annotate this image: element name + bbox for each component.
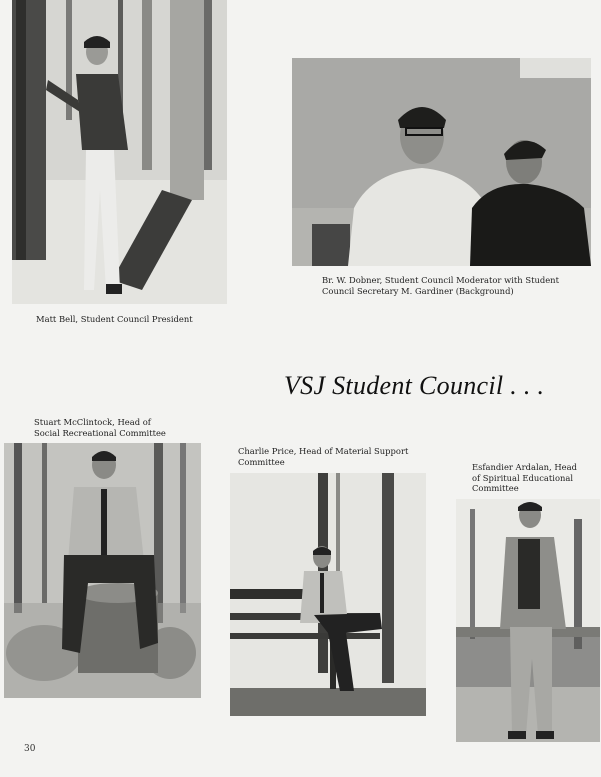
page-title: VSJ Student Council . . . <box>284 371 545 400</box>
caption-president: Matt Bell, Student Council President <box>36 314 193 324</box>
photo-student-council-president <box>12 0 227 304</box>
caption-social-recreational: Stuart McClintock, Head of Social Recreational Committee <box>34 417 166 438</box>
photo-spiritual-educational-head <box>456 499 600 742</box>
photo-council-moderator <box>292 58 591 266</box>
caption-moderator: Br. W. Dobner, Student Council Moderator with Student Council Secretary M. Gardiner (Background) <box>322 275 559 296</box>
photo-material-support-head <box>230 473 426 716</box>
caption-spiritual-educational: Esfandier Ardalan, Head of Spiritual Educational Committee <box>472 462 577 493</box>
caption-material-support: Charlie Price, Head of Material Support Committee <box>238 446 409 467</box>
photo-social-recreational-head <box>4 443 201 698</box>
page-number: 30 <box>24 744 36 754</box>
